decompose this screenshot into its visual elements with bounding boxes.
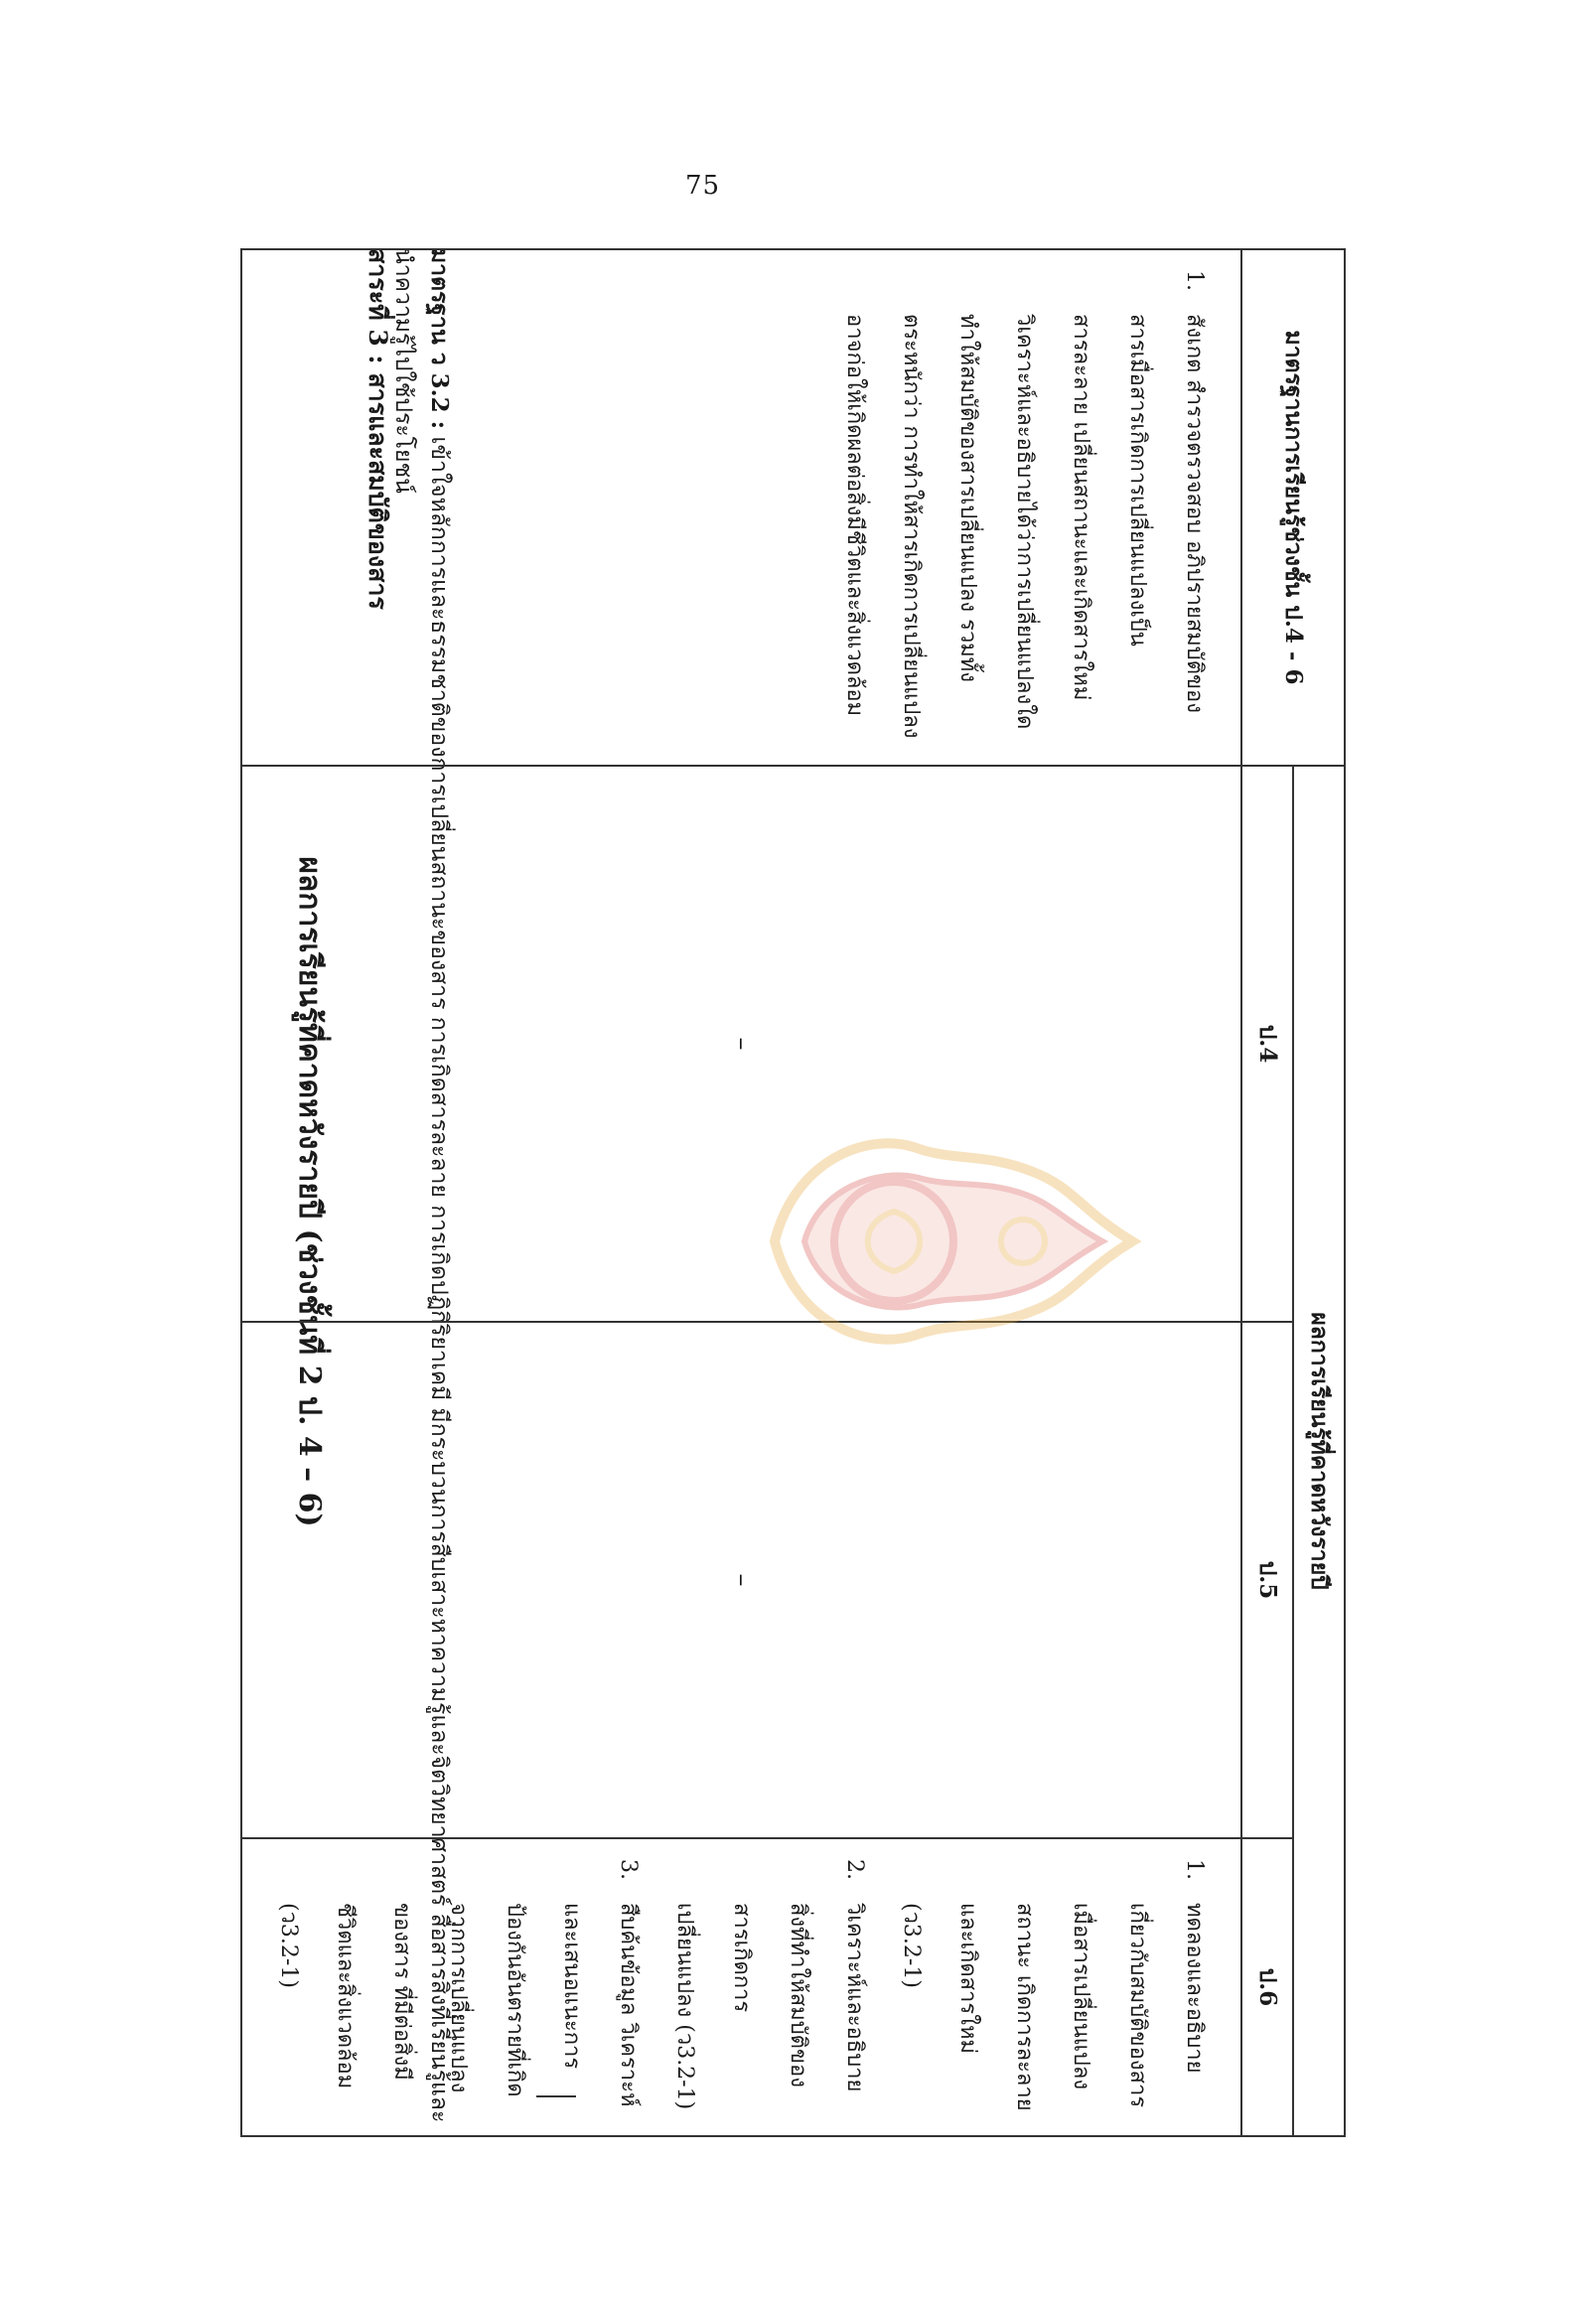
strand-heading: สาระที่ 3 : สารและสมบัติของสาร	[363, 248, 392, 610]
standard-text: เข้าใจหลักการและธรรมชาติของการเปลี่ยนสถานะของสาร การเกิดสารละลาย การเกิดปฏิกิริยาเคมี มีกระบวนการสืบเสาะหาความรู้และจิตวิทยาศาสตร์ สื่อสารสิ่งที่เรียนรู้และนำความรู้ไปใช้ประโยชน์	[390, 248, 452, 2123]
list-item	[317, 1859, 656, 2115]
header-p5: ป.5	[1241, 1322, 1293, 1838]
item-number	[260, 1859, 317, 1903]
item-text: สืบค้นข้อมูล วิเคราะห์และเสนอแนะการป้องกันอันตรายที่เกิดจากการเปลี่ยนแปลงของสาร ที่มีต่อสิ่งมีชีวิตและสิ่งแวดล้อม	[333, 1903, 641, 2107]
p6-list	[260, 1859, 1223, 2115]
page-title: ผลการเรียนรู้ที่คาดหวังรายปี (ช่วงชั้นที่ 2 ป. 4 – 6)	[292, 856, 327, 1527]
header-standard: มาตรฐานการเรียนรู้ช่วงชั้น ป.4 - 6	[1241, 249, 1345, 766]
item-number: 1.	[1182, 270, 1207, 291]
standard-cell	[241, 249, 1241, 766]
p4-cell: –	[241, 766, 1241, 1322]
header-p6: ป.6	[1241, 1838, 1293, 2136]
item-number: 2.	[842, 1859, 867, 1880]
header-p4: ป.4	[1241, 766, 1293, 1322]
p6-cell	[241, 1838, 1241, 2136]
p5-cell: –	[241, 1322, 1241, 1838]
table-header-row	[1293, 249, 1345, 2136]
landscape-content	[248, 248, 1390, 2135]
standard-label: มาตรฐาน ว 3.2 :	[426, 248, 453, 430]
item-text: ทดลองและอธิบายเกี่ยวกับสมบัติของสาร เมื่อสารเปลี่ยนแปลงสถานะ เกิดการละลาย และเกิดสารใหม่ (ว3.2-1)	[899, 1903, 1207, 2111]
page-number: 75	[685, 171, 721, 201]
list-item	[826, 270, 1223, 745]
seal-watermark-icon	[765, 1092, 1142, 1390]
list-item	[883, 1859, 1223, 2115]
list-item	[260, 1859, 317, 2115]
header-expected-results: ผลการเรียนรู้ที่คาดหวังรายปี	[1293, 766, 1345, 2136]
item-text: (ว3.2-1)	[276, 1903, 301, 1988]
item-number: 3.	[616, 1859, 641, 1880]
item-number: 1.	[1182, 1859, 1207, 1880]
table-edge-mark	[536, 2095, 576, 2097]
standard-list	[826, 270, 1223, 745]
item-text: วิเคราะห์และอธิบายสิ่งที่ทำให้สมบัติของสารเกิดการเปลี่ยนแปลง (ว3.2-1)	[672, 1903, 867, 2110]
item-text: สังเกต สำรวจตรวจสอบ อภิปรายสมบัติของสารเมื่อสารเกิดการเปลี่ยนแปลงเป็นสารละลาย เปลี่ยนสถานะและเกิดสารใหม่ วิเคราะห์และอธิบายได้ว่าการเปลี่ยนแปลงใดทำให้สมบัติของสารเปลี่ยนแปลง รวมทั้งตระหนักว่า การทำให้สารเกิดการเปลี่ยนแปลงอาจก่อให้เกิดผลต่อสิ่งมีชีวิตและสิ่งแวดล้อม	[842, 314, 1207, 739]
list-item	[656, 1859, 883, 2115]
